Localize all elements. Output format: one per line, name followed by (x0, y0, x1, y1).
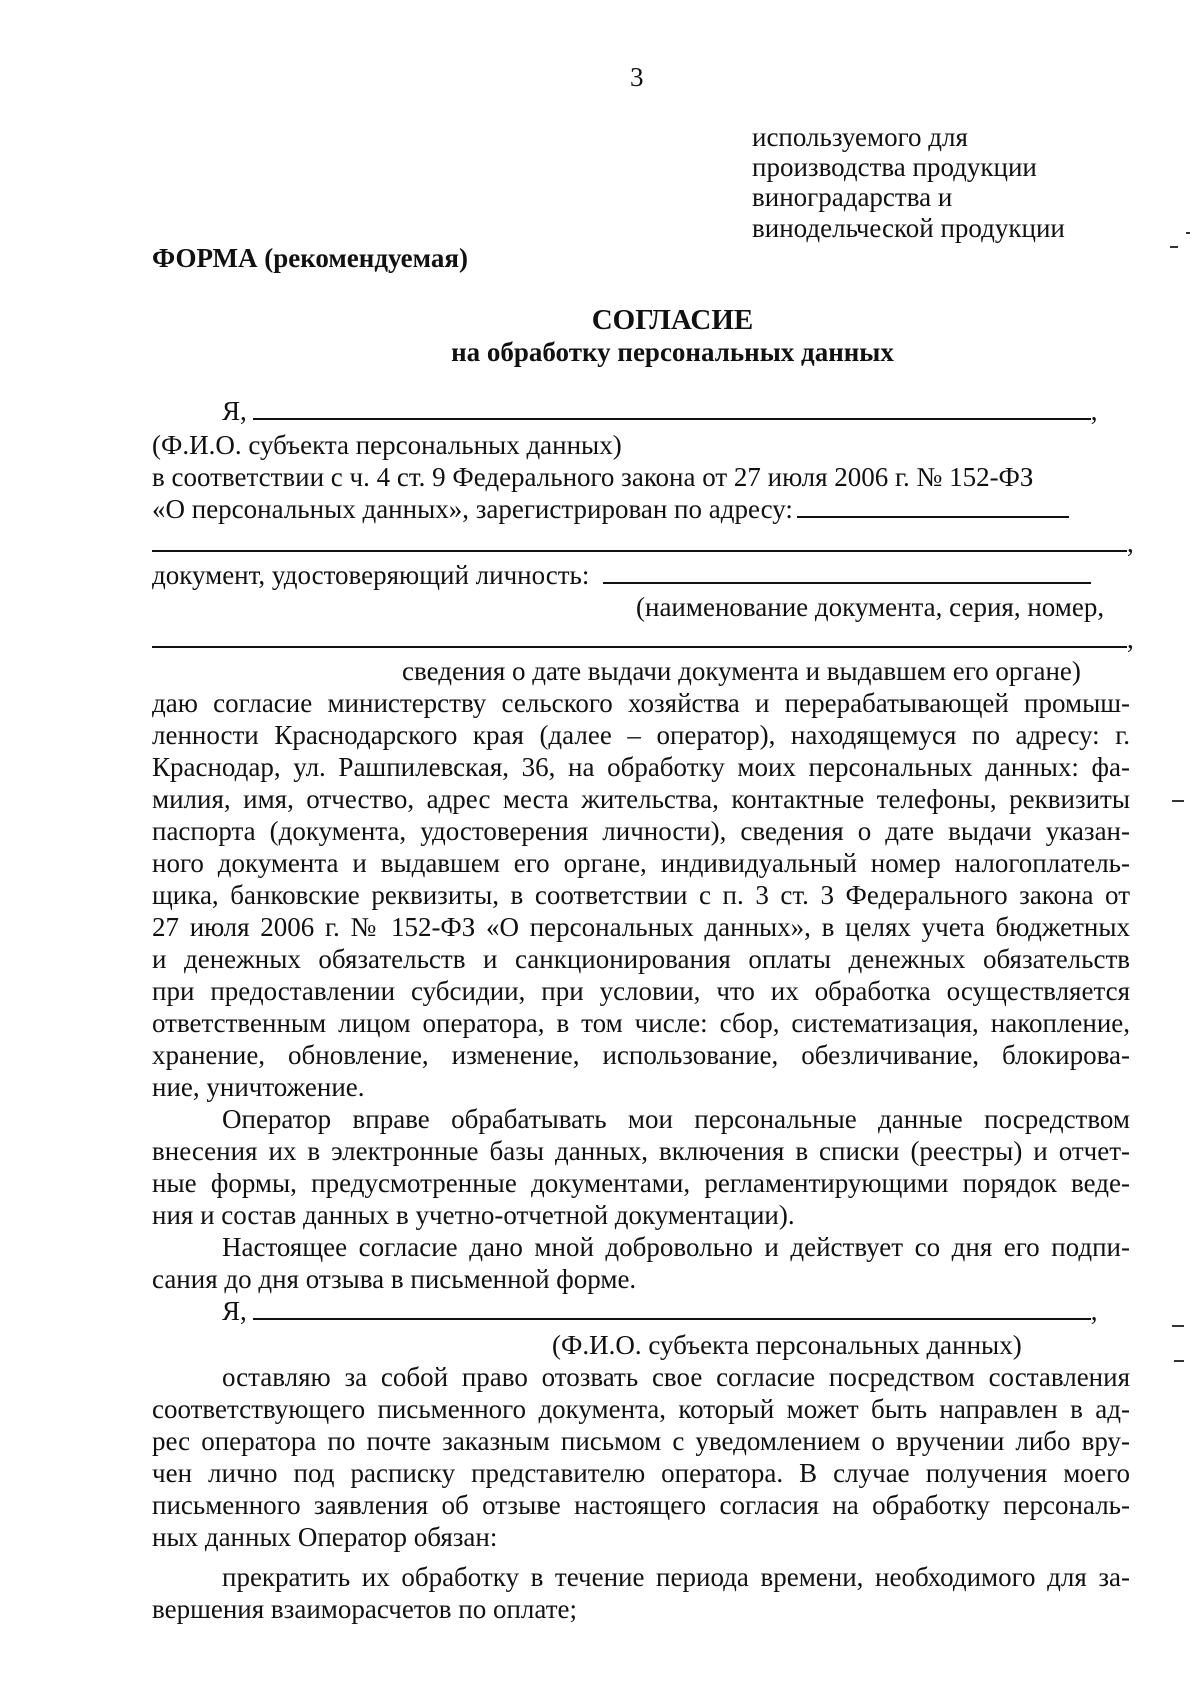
paragraph-1-line: Краснодар, ул. Рашпилевская, 36, на обработку моих персональных данных: фа- (152, 752, 1130, 782)
paragraph-4-line: оставляю за собой право отозвать свое согласие посредством составления (222, 1362, 1130, 1392)
address-line (152, 494, 1069, 525)
paragraph-5-line: прекратить их обработку в течение периода времени, необходимого для за- (222, 1562, 1130, 1592)
paragraph-2-line: ные формы, предусмотренные документами, регламентирующими порядок веде- (152, 1168, 1130, 1198)
paragraph-4-line: рес оператора по почте заказным письмом с уведомлением о вручении либо вру- (152, 1426, 1130, 1456)
address-line-2 (152, 528, 1134, 559)
page-number: 3 (630, 62, 644, 92)
paragraph-1-line: даю согласие министерству сельского хозяйства и перерабатывающей промыш- (152, 688, 1130, 718)
paragraph-3-line: сания до дня отзыва в письменной форме. (152, 1264, 637, 1294)
address-blank-2[interactable] (152, 549, 1127, 552)
document-title: СОГЛАСИЕ (591, 304, 754, 336)
appendix-reference-line: производства продукции (752, 152, 1037, 182)
document-subtitle: на обработку персональных данных (451, 337, 894, 367)
paragraph-1-line: и денежных обязательств и санкционирования оплаты денежных обязательств (152, 944, 1130, 974)
address-blank[interactable] (797, 515, 1069, 518)
fio-hint-2: (Ф.И.О. субъекта персональных данных) (552, 1330, 1022, 1360)
fio-hint-1: (Ф.И.О. субъекта персональных данных) (152, 430, 622, 460)
scan-speck (1186, 232, 1190, 234)
scan-speck (1174, 1360, 1184, 1362)
paragraph-4-line: соответствующего письменного документа, который может быть направлен в ад- (152, 1394, 1130, 1424)
comma: , (1127, 624, 1134, 654)
paragraph-1-line: ного документа и выдавшем его органе, индивидуальный номер налогоплатель- (152, 848, 1130, 878)
paragraph-1-line: хранение, обновление, изменение, использование, обезличивание, блокирова- (152, 1040, 1130, 1070)
paragraph-4-line: письменного заявления об отзыве настоящего согласия на обработку персональ- (152, 1490, 1130, 1520)
fio-blank-2[interactable] (253, 1317, 1091, 1320)
paragraph-1-line: при предоставлении субсидии, при условии, что их обработка осуществляется (152, 976, 1130, 1006)
comma: , (1090, 396, 1098, 426)
paragraph-4-line: чен лично под расписку представителю оператора. В случае получения моего (152, 1458, 1130, 1488)
comma: , (1127, 528, 1134, 558)
paragraph-2-line: внесения их в электронные базы данных, включения в списки (реестры) и отчет- (152, 1136, 1130, 1166)
paragraph-1-line: ленности Краснодарского края (далее – оператор), находящемуся по адресу: г. (152, 720, 1130, 750)
form-label: ФОРМА (рекомендуемая) (152, 243, 468, 273)
comma: , (1090, 1296, 1098, 1326)
scan-speck (1172, 800, 1184, 802)
address-label: «О персональных данных», зарегистрирован по адресу: (152, 494, 793, 524)
paragraph-1-line: 27 июля 2006 г. № 152-ФЗ «О персональных данных», в целях учета бюджетных (152, 912, 1130, 942)
paragraph-1-line: милия, имя, отчество, адрес места жительства, контактные телефоны, реквизиты (152, 784, 1130, 814)
scan-speck (1170, 246, 1178, 248)
id-doc-blank[interactable] (603, 581, 1091, 584)
id-doc-blank-2[interactable] (152, 645, 1127, 648)
appendix-reference-line: используемого для (752, 122, 968, 152)
paragraph-5-line: вершения взаиморасчетов по оплате; (152, 1594, 577, 1624)
paragraph-2-line: Оператор вправе обрабатывать мои персональные данные посредством (222, 1104, 1130, 1134)
appendix-reference-line: виноградарства и (752, 182, 953, 212)
id-doc-line (152, 560, 1091, 591)
paragraph-1-line: ответственным лицом оператора, в том числе: сбор, систематизация, накопление, (152, 1008, 1130, 1038)
appendix-reference-line: винодельческой продукции (752, 213, 1065, 243)
id-doc-label: документ, удостоверяющий личность: (152, 560, 590, 590)
fio-blank-1[interactable] (253, 417, 1091, 420)
paragraph-4-line: ных данных Оператор обязан: (152, 1522, 498, 1552)
fio-line-2 (222, 1296, 1098, 1327)
paragraph-1-line: ние, уничтожение. (152, 1072, 365, 1102)
id-doc-hint-1: (наименование документа, серия, номер, (636, 592, 1105, 622)
id-doc-line-2 (152, 624, 1134, 655)
ya-label-2: Я, (222, 1296, 247, 1326)
paragraph-1-line: щика, банковские реквизиты, в соответствии с п. 3 ст. 3 Федерального закона от (152, 880, 1130, 910)
paragraph-3-line: Настоящее согласие дано мной добровольно и действует со дня его подпи- (222, 1232, 1130, 1262)
law-line: в соответствии с ч. 4 ст. 9 Федерального закона от 27 июля 2006 г. № 152-ФЗ (152, 462, 1034, 492)
fio-line-1 (222, 396, 1098, 427)
paragraph-2-line: ния и состав данных в учетно-отчетной документации). (152, 1200, 795, 1230)
paragraph-1-line: паспорта (документа, удостоверения личности), сведения о дате выдачи указан- (152, 816, 1130, 846)
ya-label: Я, (222, 396, 247, 426)
scan-speck (1172, 1325, 1184, 1327)
id-doc-hint-2: сведения о дате выдачи документа и выдавшем его органе) (402, 656, 1081, 686)
